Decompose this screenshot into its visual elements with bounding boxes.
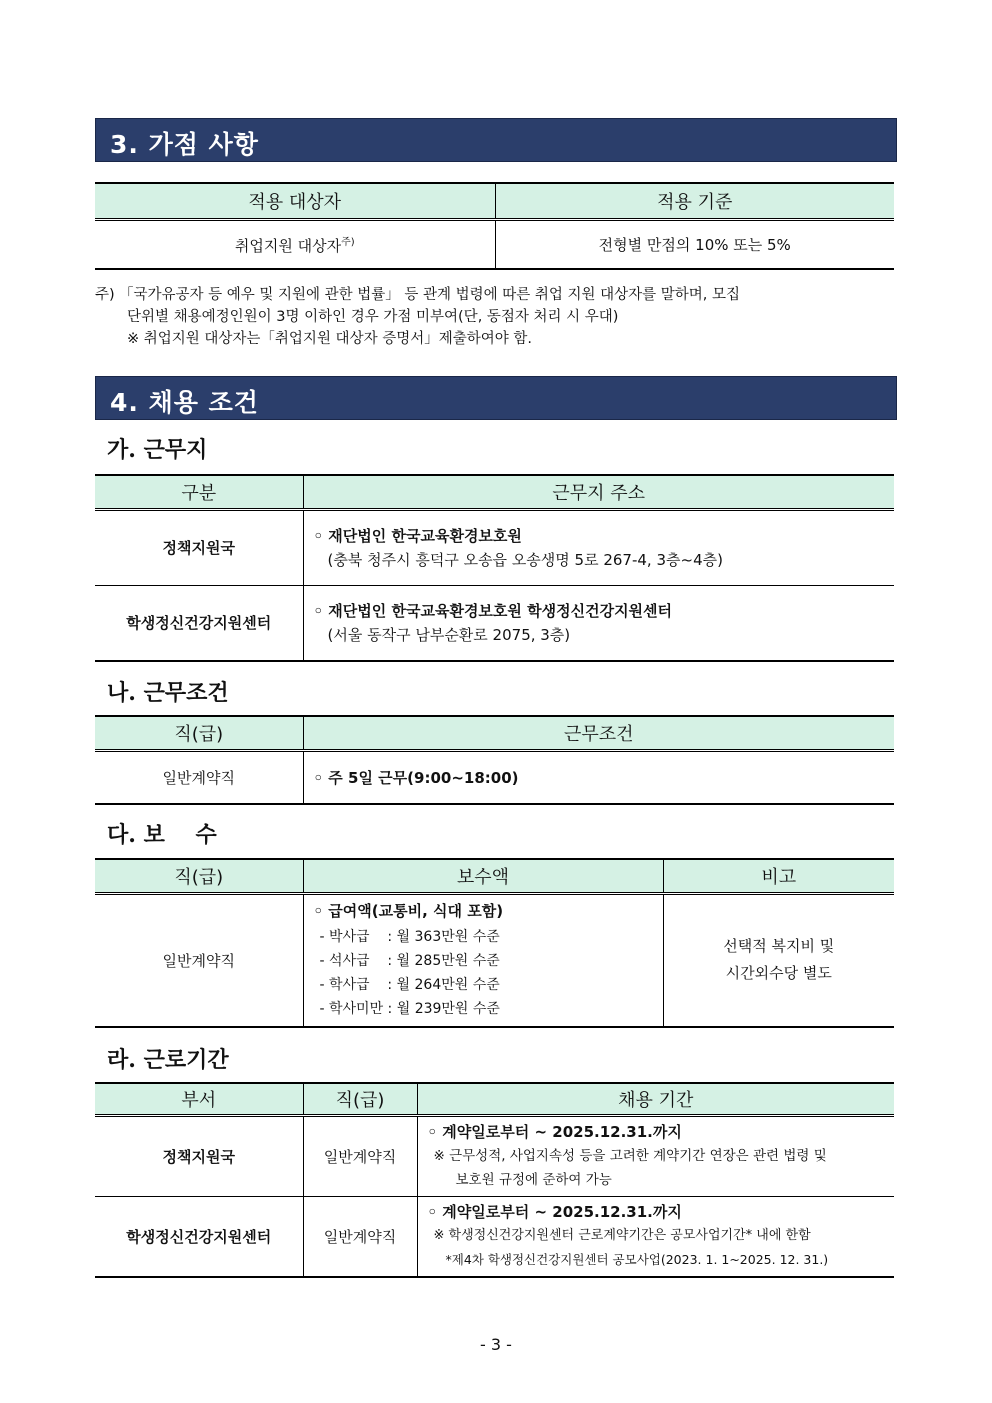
period-1-line-2: ※ 근무성적, 사업지속성 등을 고려한 계약기간 연장은 관련 법령 및 xyxy=(433,1148,827,1164)
working-conditions-table xyxy=(95,715,894,805)
salary-title: ◦ 급여액(교통비, 식대 포함) xyxy=(313,902,504,921)
salary-amount-cell xyxy=(303,893,663,1027)
note-line-1: 「국가유공자 등 예우 및 지원에 관한 법률」 등 관계 법령에 따른 취업 지원 대상자를 말하며, 모집 xyxy=(119,287,741,303)
workplace-addr-1: (충북 청주시 흥덕구 오송읍 오송생명 5로 267-4, 3층~4층) xyxy=(327,550,723,569)
salary-position-cell: 일반계약직 xyxy=(95,893,303,1027)
salary-table xyxy=(95,858,894,1028)
workplace-addr-2: (서울 동작구 남부순환로 2075, 3층) xyxy=(327,625,571,644)
header-dept: 부서 xyxy=(95,1083,303,1115)
salary-heading: 다. 보 수 xyxy=(107,822,217,848)
workplace-name-1: 정책지원국 xyxy=(95,509,303,585)
workplace-address-1 xyxy=(303,509,894,585)
header-conditions: 근무조건 xyxy=(303,716,894,750)
period-2-line-1: ◦ 계약일로부터 ~ 2025.12.31.까지 xyxy=(427,1203,682,1222)
conditions-cell: ◦ 주 5일 근무(9:00~18:00) xyxy=(303,750,894,804)
section-4-title: 4. 채용 조건 xyxy=(110,388,259,417)
header-target: 적용 대상자 xyxy=(95,183,495,219)
section-3-title: 3. 가점 사항 xyxy=(110,130,259,159)
period-1-line-1: ◦ 계약일로부터 ~ 2025.12.31.까지 xyxy=(427,1123,682,1141)
header-criteria: 적용 기준 xyxy=(495,183,894,219)
header-division: 구분 xyxy=(95,475,303,509)
working-conditions-heading: 나. 근무조건 xyxy=(107,680,229,706)
workplace-name-2: 학생정신건강지원센터 xyxy=(95,585,303,661)
note-line-3: ※ 취업지원 대상자는「취업지원 대상자 증명서」제출하여야 함. xyxy=(127,331,532,347)
employment-period-heading: 라. 근로기간 xyxy=(107,1047,229,1073)
period-detail-2 xyxy=(417,1196,894,1277)
salary-line-below-bachelor: - 학사미만 : 월 239만원 수준 xyxy=(319,1001,500,1018)
section-3-header xyxy=(95,118,897,162)
criteria-cell: 전형별 만점의 10% 또는 5% xyxy=(495,219,894,269)
bonus-points-table xyxy=(95,182,894,270)
period-detail-1 xyxy=(417,1115,894,1196)
workplace-org-2: ◦ 재단법인 한국교육환경보호원 학생정신건강지원센터 xyxy=(313,601,673,620)
period-2-line-2: ※ 학생정신건강지원센터 근로계약기간은 공모사업기간* 내에 한함 xyxy=(433,1228,811,1244)
note-prefix: 주) xyxy=(95,287,115,303)
remark-line-2: 시간외수당 별도 xyxy=(725,964,832,983)
salary-line-master: - 석사급 : 월 285만원 수준 xyxy=(319,953,500,970)
remark-line-1: 선택적 복지비 및 xyxy=(723,937,835,956)
header-address: 근무지 주소 xyxy=(303,475,894,509)
page-number: - 3 - xyxy=(480,1335,512,1354)
salary-line-doctor: - 박사급 : 월 363만원 수준 xyxy=(319,929,500,946)
workplace-heading: 가. 근무지 xyxy=(107,437,208,463)
workplace-org-1: ◦ 재단법인 한국교육환경보호원 xyxy=(313,526,522,545)
remark-cell xyxy=(663,893,894,1027)
period-2-line-3: *제4차 학생정신건강지원센터 공모사업(2023. 1. 1~2025. 12. 31.) xyxy=(445,1252,829,1268)
header-period-position: 직(급) xyxy=(303,1083,417,1115)
note-line-2: 단위별 채용예정인원이 3명 이하인 경우 가점 미부여(단, 동점자 처리 시 우대) xyxy=(127,309,619,325)
salary-line-bachelor: - 학사급 : 월 264만원 수준 xyxy=(319,977,500,994)
period-position-1: 일반계약직 xyxy=(303,1115,417,1196)
header-salary-amount: 보수액 xyxy=(303,859,663,893)
employment-period-table xyxy=(95,1082,894,1278)
bonus-note xyxy=(95,284,897,350)
section-4-header xyxy=(95,376,897,420)
target-text: 취업지원 대상자 xyxy=(234,236,342,255)
period-dept-1: 정책지원국 xyxy=(95,1115,303,1196)
workplace-table xyxy=(95,474,894,662)
header-position: 직(급) xyxy=(95,716,303,750)
position-cell: 일반계약직 xyxy=(95,750,303,804)
period-dept-2: 학생정신건강지원센터 xyxy=(95,1196,303,1277)
target-cell xyxy=(95,219,495,269)
period-1-line-3: 보호원 규정에 준하여 가능 xyxy=(455,1172,612,1188)
period-position-2: 일반계약직 xyxy=(303,1196,417,1277)
workplace-address-2 xyxy=(303,585,894,661)
header-salary-position: 직(급) xyxy=(95,859,303,893)
header-period: 채용 기간 xyxy=(417,1083,894,1115)
footnote-mark: 주) xyxy=(341,236,355,248)
header-remark: 비고 xyxy=(663,859,894,893)
